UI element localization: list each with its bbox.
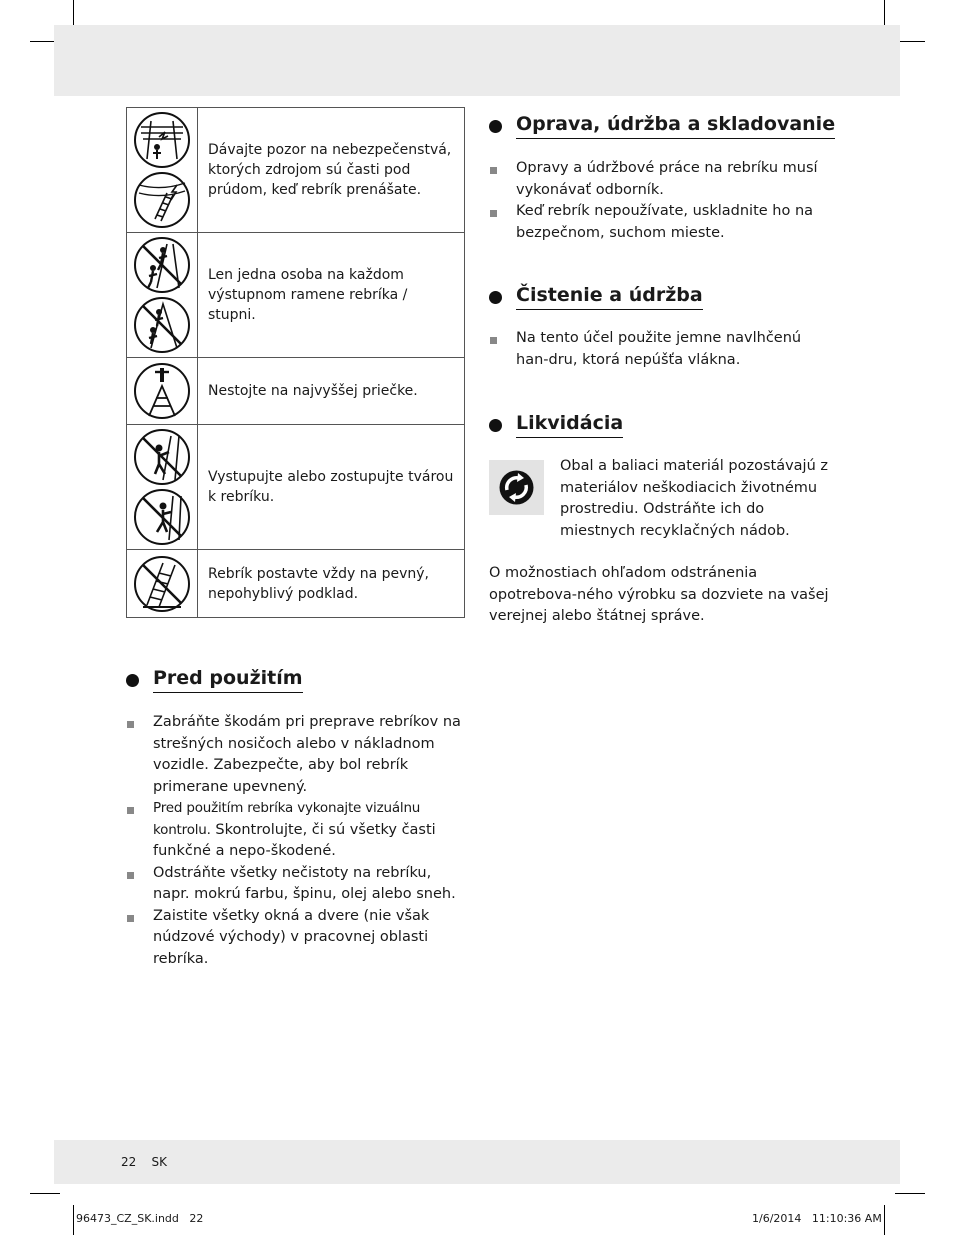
stable-ground-ladder-icon [133, 555, 191, 613]
list-item: Zabráňte škodám pri preprave rebríkov na strešných nosičoch alebo v nákladnom vozidle. Zabezpečte, aby bol rebrík primerane upevnený. [126, 712, 471, 798]
bullet-dot [489, 419, 502, 432]
symbol-icons-cell [127, 358, 198, 425]
no-two-persons-stepladder-icon [133, 296, 191, 354]
list-item: Pred použitím rebríka vykonajte vizuálnu kontrolu. Skontrolujte, či sú všetky časti funkčné a nepo-škodené. [126, 798, 471, 863]
safety-symbols-table [126, 107, 465, 618]
list-item: Na tento účel použite jemne navlhčenú han-dru, ktorá nepúšťa vlákna. [489, 328, 824, 371]
indd-filename: 96473_CZ_SK.indd 22 [76, 1212, 204, 1225]
page-number: 22 SK [121, 1155, 168, 1169]
symbol-text: Vystupujte alebo zostupujte tvárou k rebríku. [198, 425, 465, 550]
list-item: Odstráňte všetky nečistoty na rebríku, napr. mokrú farbu, špinu, olej alebo sneh. [126, 863, 471, 906]
symbol-text: Nestojte na najvyššej priečke. [198, 358, 465, 425]
before-use-list [126, 712, 471, 970]
no-back-to-ladder-icon [133, 488, 191, 546]
section-heading-disposal: Likvidácia [489, 412, 623, 438]
symbol-icons-cell [127, 108, 198, 233]
ladder-electric-hazard-icon [133, 171, 191, 229]
recycling-icon [489, 460, 544, 515]
symbol-icons-cell [127, 233, 198, 358]
no-top-step-icon [133, 362, 191, 420]
packaging-disposal-text: Obal a baliaci materiál pozostávajú z materiálov neškodiacich životnému prostrediu. Odstráňte ich do miestnych recyklačných nádob. [560, 458, 828, 539]
power-line-hazard-icon [133, 111, 191, 169]
repair-list [489, 158, 824, 244]
header-band [54, 25, 900, 96]
bullet-dot [126, 674, 139, 687]
product-disposal-text: O možnostiach ohľadom odstránenia opotrebova-ného výrobku sa dozviete na vašej verejnej alebo štátnej správe. [489, 565, 829, 624]
bullet-dot [489, 120, 502, 133]
symbol-icons-cell [127, 425, 198, 550]
section-heading-cleaning: Čistenie a údržba [489, 284, 703, 310]
bullet-dot [489, 291, 502, 304]
list-item: Zaistite všetky okná a dvere (nie však núdzové východy) v pracovnej oblasti rebríka. [126, 906, 471, 971]
symbol-text: Rebrík postavte vždy na pevný, nepohyblivý podklad. [198, 550, 465, 618]
face-ladder-climbing-icon [133, 428, 191, 486]
print-timestamp: 1/6/2014 11:10:36 AM [752, 1212, 882, 1225]
list-item: Opravy a údržbové práce na rebríku musí vykonávať odborník. [489, 158, 824, 201]
cleaning-list [489, 328, 824, 371]
no-two-persons-ladder-icon [133, 236, 191, 294]
list-item: Keď rebrík nepoužívate, uskladnite ho na bezpečnom, suchom mieste. [489, 201, 824, 244]
section-heading-repair: Oprava, údržba a skladovanie [489, 113, 835, 139]
footer-band [54, 1140, 900, 1184]
symbol-text: Len jedna osoba na každom výstupnom ramene rebríka / stupni. [198, 233, 465, 358]
section-heading-before-use: Pred použitím [126, 667, 303, 693]
symbol-icons-cell [127, 550, 198, 618]
symbol-text: Dávajte pozor na nebezpečenstvá, ktorých zdrojom sú časti pod prúdom, keď rebrík prenášate. [198, 108, 465, 233]
